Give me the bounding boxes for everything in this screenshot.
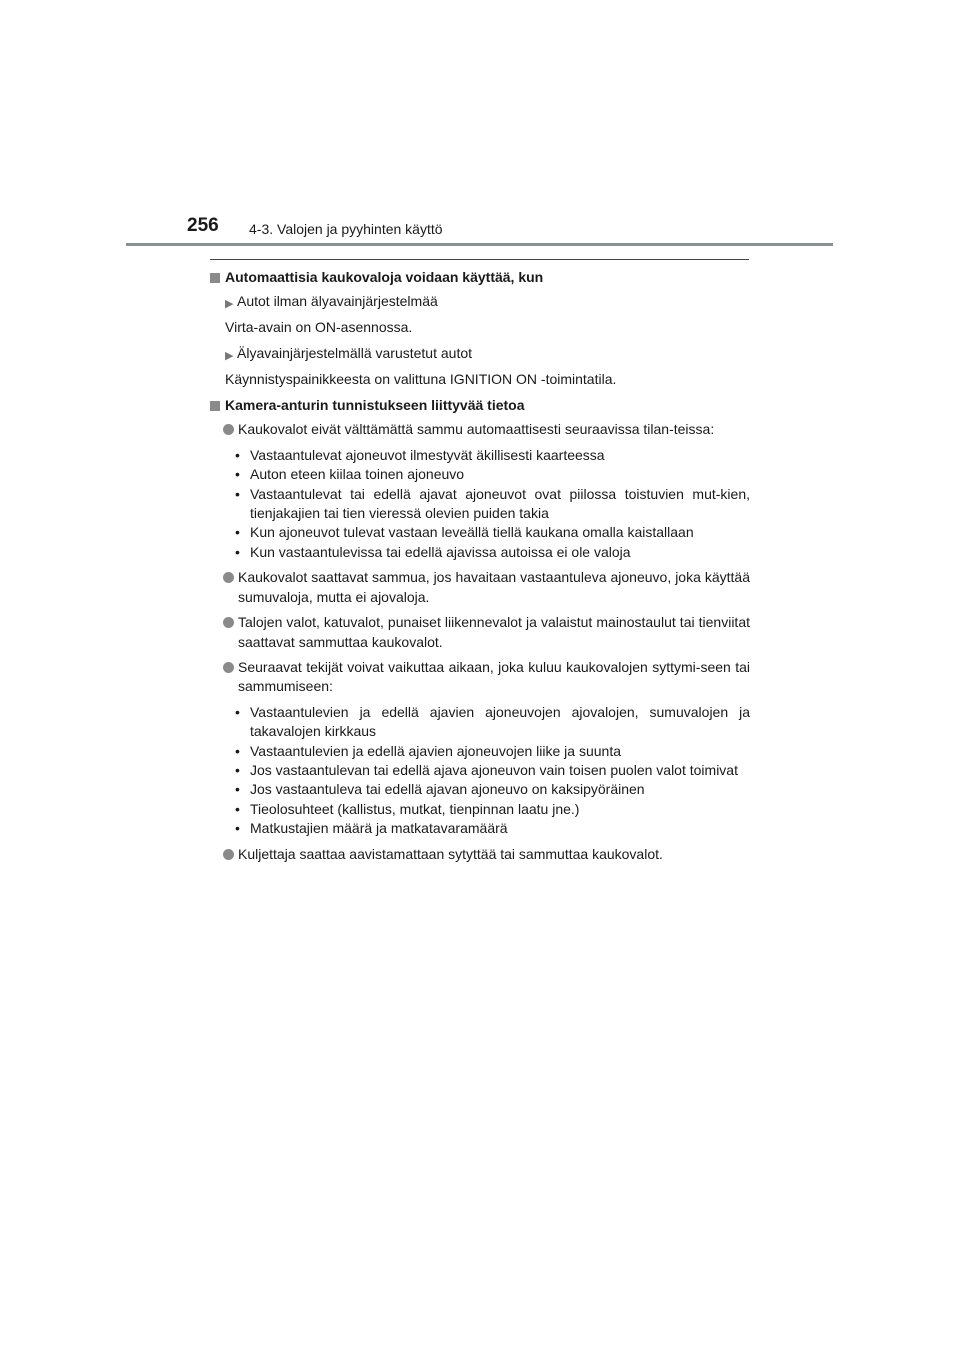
circle-bullet-icon	[223, 849, 234, 860]
circle-bullet-icon	[223, 572, 234, 583]
sub-heading	[210, 292, 750, 311]
triangle-right-icon: ▶	[225, 298, 234, 311]
bullet-item	[210, 613, 750, 652]
paragraph: Käynnistyspainikkeesta on valittuna IGNITION ON -toimintatila.	[225, 370, 617, 387]
sub-list	[210, 446, 750, 562]
list-item: • Jos vastaantulevan tai edellä ajava ajoneuvon vain toisen puolen valot toimivat	[210, 761, 750, 780]
section-title: 4-3. Valojen ja pyyhinten käyttö	[249, 221, 443, 237]
list-item: • Vastaantulevat ajoneuvot ilmestyvät äkillisesti kaarteessa	[210, 446, 750, 465]
bullet-item	[210, 845, 750, 864]
section-heading	[210, 268, 750, 287]
list-item: • Tieolosuhteet (kallistus, mutkat, tienpinnan laatu jne.)	[210, 800, 750, 819]
square-bullet-icon	[210, 401, 220, 411]
list-item: • Kun vastaantulevissa tai edellä ajavissa autoissa ei ole valoja	[210, 543, 750, 562]
section-heading-text: Automaattisia kaukovaloja voidaan käyttää, kun	[225, 269, 544, 285]
sub-list	[210, 703, 750, 839]
list-item: • Jos vastaantuleva tai edellä ajavan ajoneuvo on kaksipyöräinen	[210, 780, 750, 799]
sub-heading-text: Älyavainjärjestelmällä varustetut autot	[237, 345, 473, 362]
bullet-text: Kuljettaja saattaa aavistamattaan sytyttää tai sammuttaa kaukovalot.	[238, 845, 663, 862]
sub-heading-text: Autot ilman älyavainjärjestelmää	[237, 293, 438, 310]
bullet-item	[210, 420, 750, 439]
square-bullet-icon	[210, 273, 220, 283]
circle-bullet-icon	[223, 617, 234, 628]
list-item: • Kun ajoneuvot tulevat vastaan leveällä tiellä kaukana omalla kaistallaan	[210, 523, 750, 542]
list-item: • Auton eteen kiilaa toinen ajoneuvo	[210, 465, 750, 484]
circle-bullet-icon	[223, 662, 234, 673]
paragraph: Virta-avain on ON-asennossa.	[225, 318, 413, 335]
bullet-item	[210, 658, 750, 697]
list-item: • Vastaantulevien ja edellä ajavien ajoneuvojen ajovalojen, sumuvalojen ja takavalojen kirkkaus	[210, 703, 750, 742]
bullet-item	[210, 568, 750, 607]
list-item: • Vastaantulevat tai edellä ajavat ajoneuvot ovat piilossa toistuvien mut-kien, tienjakajien tai tien vieressä olevien puiden takia	[210, 485, 750, 524]
header-divider	[126, 243, 833, 246]
bullet-text: Talojen valot, katuvalot, punaiset liikennevalot ja valaistut mainostaulut tai tienviitat saattavat sammuttaa kaukovalot.	[238, 614, 750, 650]
list-item: • Matkustajien määrä ja matkatavaramäärä	[210, 819, 750, 838]
circle-bullet-icon	[223, 424, 234, 435]
section-heading	[210, 396, 750, 415]
content-divider	[210, 259, 749, 260]
triangle-right-icon: ▶	[225, 350, 234, 363]
list-item: • Vastaantulevien ja edellä ajavien ajoneuvojen liike ja suunta	[210, 742, 750, 761]
page-content	[210, 268, 750, 870]
bullet-text: Kaukovalot eivät välttämättä sammu automaattisesti seuraavissa tilan-teissa:	[238, 421, 715, 438]
bullet-text: Seuraavat tekijät voivat vaikuttaa aikaan, joka kuluu kaukovalojen syttymi-seen tai sammumiseen:	[238, 658, 750, 695]
section-heading-text: Kamera-anturin tunnistukseen liittyvää tietoa	[225, 397, 525, 414]
bullet-text: Kaukovalot saattavat sammua, jos havaitaan vastaantuleva ajoneuvo, joka käyttää sumuvaloja, mutta ei ajovaloja.	[238, 569, 750, 605]
page-number: 256	[187, 215, 219, 236]
sub-heading	[210, 344, 750, 363]
